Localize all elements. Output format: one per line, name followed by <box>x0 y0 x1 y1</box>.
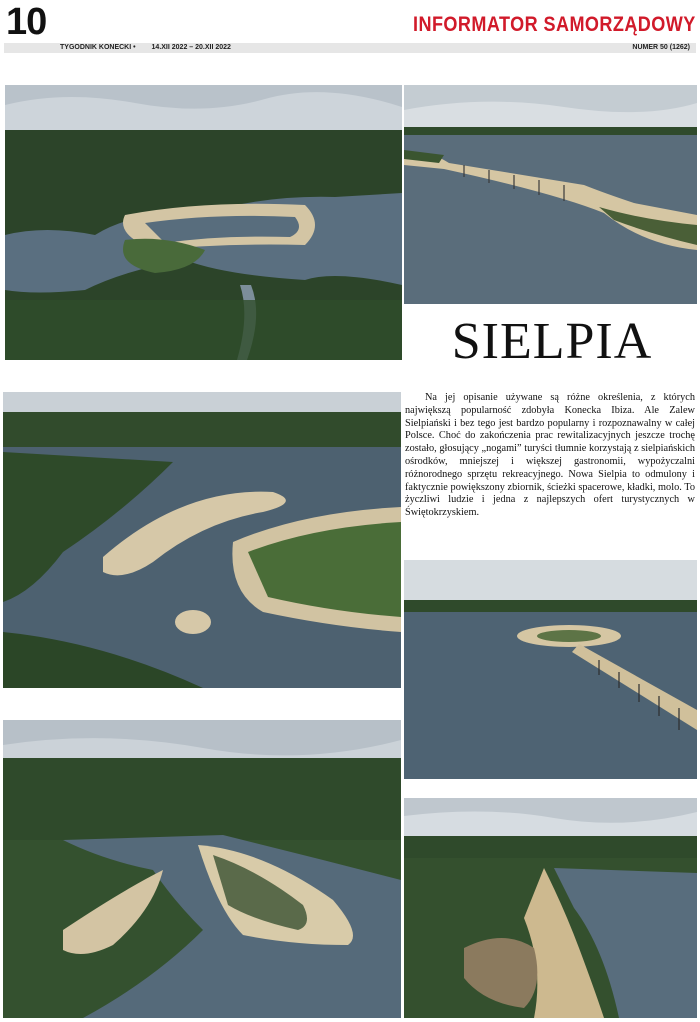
article-title: SIELPIA <box>451 313 653 370</box>
photo-aerial-lake-top-left <box>5 85 402 360</box>
issue-number: NUMER 50 (1262) <box>632 44 690 51</box>
page-number: 10 <box>6 1 47 43</box>
publication-name: TYGODNIK KONECKI • <box>60 44 136 51</box>
photo-pier-top-right <box>404 85 697 304</box>
date-range: 14.XII 2022 – 20.XII 2022 <box>151 44 231 51</box>
photo-construction-bottom-right <box>404 798 697 1018</box>
photo-lagoon-bottom-left <box>3 720 401 1018</box>
photo-pier-middle-right <box>404 560 697 779</box>
article-body: Na jej opisanie używane są różne określenia, z których największą popularność zdobyła Konecka Ibiza. Ale Zalew Sielpiański i bez tego jest bardzo popularny i rozpoznawalny w całej Polsce. Choć do zakończenia prac rewitalizacyjnych jeszcze trochę zostało, głosujący „nogami” turyści tłumnie korzystają z sielpiańskich ośrodków, mniejszej i większej gastronomii, wypożyczalni różnorodnego sprzętu rekreacyjnego. Nowa Sielpia to odmulony i faktycznie powiększony zbiornik, ścieżki spacerowe, kładki, molo. To życzliwi ludzie i jedna z najlepszych ofert turystycznych w Świętokrzyskiem. <box>405 392 695 519</box>
publication-info <box>60 43 245 53</box>
photo-islands-middle-left <box>3 392 401 688</box>
section-title: INFORMATOR SAMORZĄDOWY <box>413 13 696 36</box>
